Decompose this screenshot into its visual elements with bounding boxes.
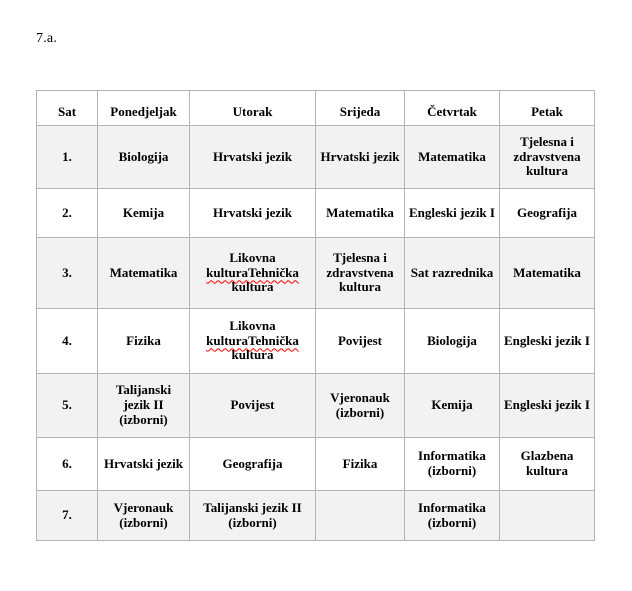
timetable-cell: Likovna kulturaTehnička kultura bbox=[190, 238, 316, 309]
timetable-cell: Hrvatski jezik bbox=[190, 126, 316, 189]
timetable-cell: Sat razrednika bbox=[405, 238, 500, 309]
timetable-cell: Kemija bbox=[98, 189, 190, 238]
timetable-cell: Geografija bbox=[500, 189, 595, 238]
period-number: 4. bbox=[37, 309, 98, 374]
misspelled-word: kulturaTehnička bbox=[206, 332, 299, 348]
timetable-cell: Likovna kulturaTehnička kultura bbox=[190, 309, 316, 374]
timetable-cell: Fizika bbox=[316, 438, 405, 491]
timetable-cell: Engleski jezik I bbox=[500, 374, 595, 438]
column-header-0: Sat bbox=[37, 91, 98, 126]
column-header-1: Ponedjeljak bbox=[98, 91, 190, 126]
timetable-cell: Informatika (izborni) bbox=[405, 491, 500, 541]
timetable-cell: Informatika (izborni) bbox=[405, 438, 500, 491]
timetable-cell bbox=[500, 491, 595, 541]
timetable-cell: Matematika bbox=[405, 126, 500, 189]
timetable-cell: Biologija bbox=[98, 126, 190, 189]
timetable-cell bbox=[316, 491, 405, 541]
column-header-3: Srijeda bbox=[316, 91, 405, 126]
timetable-cell: Hrvatski jezik bbox=[316, 126, 405, 189]
timetable-header-row bbox=[37, 91, 595, 126]
period-number: 6. bbox=[37, 438, 98, 491]
timetable-cell: Hrvatski jezik bbox=[98, 438, 190, 491]
timetable-cell: Matematika bbox=[316, 189, 405, 238]
period-number: 7. bbox=[37, 491, 98, 541]
period-number: 1. bbox=[37, 126, 98, 189]
timetable bbox=[36, 90, 595, 541]
period-number: 2. bbox=[37, 189, 98, 238]
class-label: 7.a. bbox=[36, 31, 58, 46]
table-row bbox=[37, 238, 595, 309]
column-header-2: Utorak bbox=[190, 91, 316, 126]
timetable-cell: Matematika bbox=[98, 238, 190, 309]
table-row bbox=[37, 309, 595, 374]
period-number: 5. bbox=[37, 374, 98, 438]
table-row bbox=[37, 374, 595, 438]
timetable-cell: Vjeronauk (izborni) bbox=[98, 491, 190, 541]
timetable-cell: Povijest bbox=[316, 309, 405, 374]
timetable-cell: Biologija bbox=[405, 309, 500, 374]
column-header-4: Četvrtak bbox=[405, 91, 500, 126]
timetable-cell: Tjelesna i zdravstvena kultura bbox=[316, 238, 405, 309]
timetable-cell: Povijest bbox=[190, 374, 316, 438]
timetable-cell: Talijanski jezik II (izborni) bbox=[190, 491, 316, 541]
timetable-cell: Vjeronauk (izborni) bbox=[316, 374, 405, 438]
table-row bbox=[37, 491, 595, 541]
period-number: 3. bbox=[37, 238, 98, 309]
table-row bbox=[37, 189, 595, 238]
column-header-5: Petak bbox=[500, 91, 595, 126]
timetable-cell: Kemija bbox=[405, 374, 500, 438]
timetable-cell: Geografija bbox=[190, 438, 316, 491]
timetable-cell: Matematika bbox=[500, 238, 595, 309]
timetable-cell: Engleski jezik I bbox=[500, 309, 595, 374]
table-row bbox=[37, 126, 595, 189]
timetable-cell: Engleski jezik I bbox=[405, 189, 500, 238]
timetable-cell: Talijanski jezik II (izborni) bbox=[98, 374, 190, 438]
misspelled-word: kulturaTehnička bbox=[206, 264, 299, 280]
timetable-cell: Tjelesna i zdravstvena kultura bbox=[500, 126, 595, 189]
timetable-cell: Fizika bbox=[98, 309, 190, 374]
table-row bbox=[37, 438, 595, 491]
timetable-cell: Hrvatski jezik bbox=[190, 189, 316, 238]
timetable-cell: Glazbena kultura bbox=[500, 438, 595, 491]
